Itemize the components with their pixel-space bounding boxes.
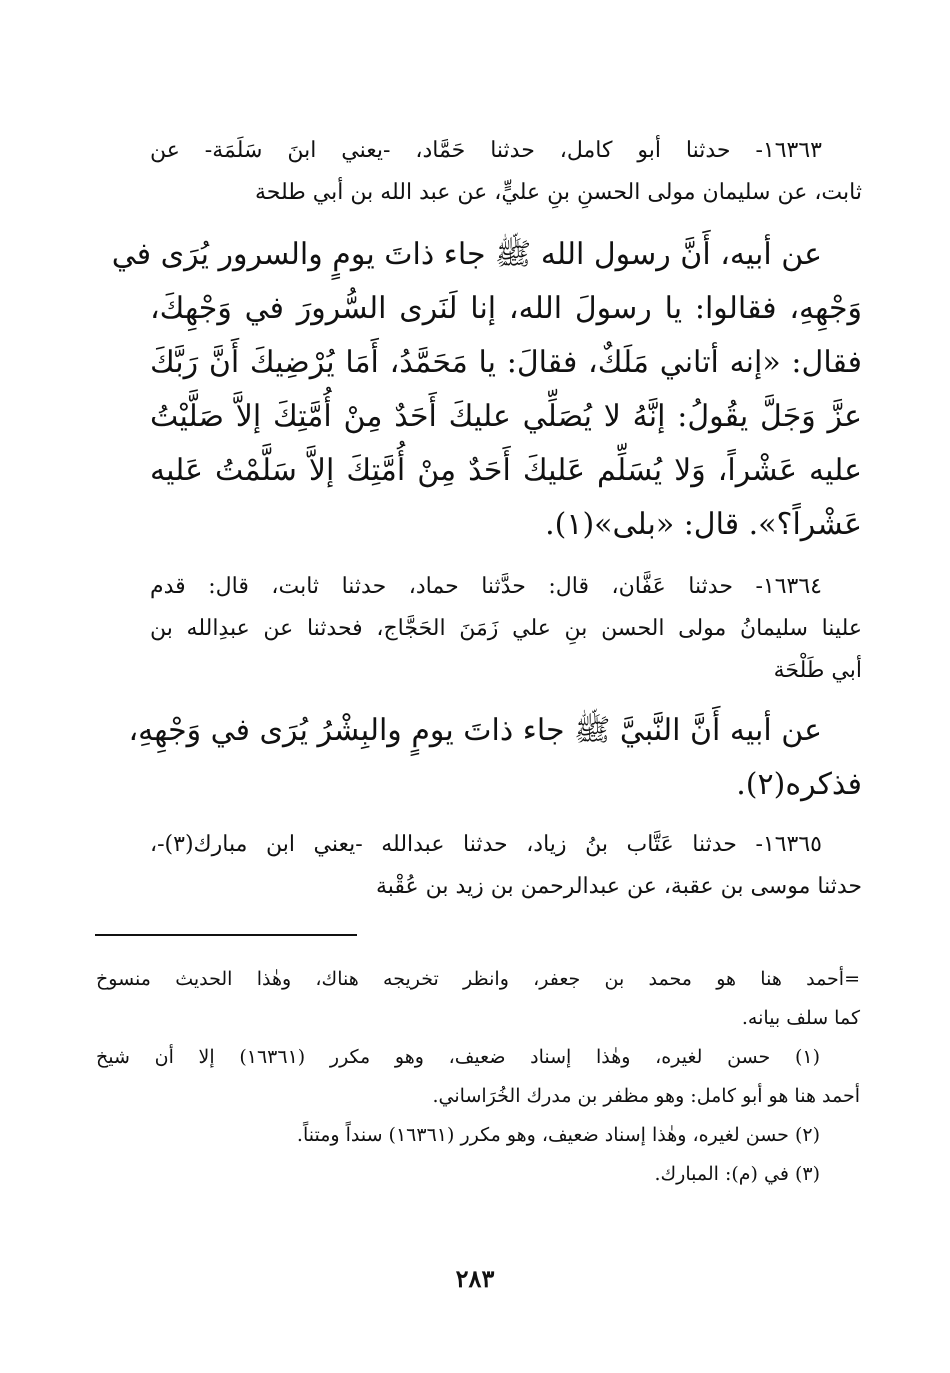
isnad-line: أبي طَلْحَة [773, 658, 862, 683]
isnad-line: ١٦٣٦٥- حدثنا عَتَّاب بنُ زياد، حدثنا عبدالله -يعني ابن مبارك(٣)-، [150, 832, 822, 857]
footnote-line: (٣) في (م): المبارك. [654, 1163, 820, 1185]
matn-line: عَشْراً؟». قال: «بلى»(١). [545, 507, 862, 542]
matn-line: عن أبيه أَنَّ النَّبيَّ ﷺ جاء ذاتَ يومٍ والبِشْرُ يُرَى في وَجْهِهِ، [128, 713, 822, 748]
isnad-line: ثابت، عن سليمان مولى الحسنِ بنِ عليٍّ، عن عبد الله بن أبي طلحة [255, 180, 862, 205]
footnote-separator [95, 934, 357, 936]
hadith-16363-isnad [150, 130, 862, 214]
hadith-16364-matn [128, 704, 862, 812]
page-number: ٢٨٣ [455, 1264, 495, 1293]
hadith-16363-matn [111, 228, 862, 552]
matn-line: فذكره(٢). [736, 767, 862, 802]
isnad-line: ١٦٣٦٤- حدثنا عَفَّان، قال: حدَّثنا حماد، حدثنا ثابت، قال: قدم [150, 574, 822, 599]
footnote-line: أحمد هنا هو أبو كامل: وهو مظفر بن مدرك الخُرَاساني. [432, 1085, 860, 1107]
matn-line: وَجْهِهِ، فقالوا: يا رسولَ الله، إنا لَنَرى السُّرورَ في وَجْهِكَ، [150, 291, 862, 326]
footnote-line: =أحمد هنا هو محمد بن جعفر، وانظر تخريجه هناك، وهٰذا الحديث منسوخ [96, 968, 860, 990]
footnote-line: كما سلف بيانه. [741, 1007, 860, 1029]
matn-line: عزَّ وَجَلَّ يقُولُ: إنَّهُ لا يُصَلِّي عليكَ أَحَدٌ مِنْ أُمَّتِكَ إلاَّ صَلَّيْتُ [150, 399, 862, 434]
footnote-line: (٢) حسن لغيره، وهٰذا إسناد ضعيف، وهو مكرر (١٦٣٦١) سنداً ومتناً. [296, 1124, 820, 1146]
matn-line: عن أبيه، أَنَّ رسول الله ﷺ جاء ذاتَ يومٍ والسرور يُرَى في [111, 237, 822, 272]
matn-line: فقال: «إنه أتاني مَلَكٌ، فقالَ: يا مَحَمَّدُ، أَمَا يُرْضِيكَ أَنَّ رَبَّكَ [150, 345, 862, 380]
footnote-line: (١) حسن لغيره، وهٰذا إسناد ضعيف، وهو مكرر (١٦٣٦١) إلا أن شيخ [96, 1046, 821, 1068]
matn-line: عليه عَشْراً، وَلا يُسَلِّم عَليكَ أَحَدٌ مِنْ أُمَّتِكَ إلاَّ سَلَّمْتُ عَليه [150, 453, 862, 488]
footnotes [96, 960, 860, 1194]
isnad-line: علينا سليمانُ مولى الحسن بنِ علي زَمَنَ الحَجَّاج، فحدثنا عن عبدِالله بن [150, 616, 862, 641]
isnad-line: حدثنا موسى بن عقبة، عن عبدالرحمن بن زيد بن عُقْبة [375, 874, 862, 899]
hadith-16365-isnad [150, 824, 862, 908]
hadith-16364-isnad [150, 566, 862, 692]
isnad-line: ١٦٣٦٣- حدثنا أبو كامل، حدثنا حَمَّاد، -يعني ابنَ سَلَمَة- عن [150, 138, 822, 163]
